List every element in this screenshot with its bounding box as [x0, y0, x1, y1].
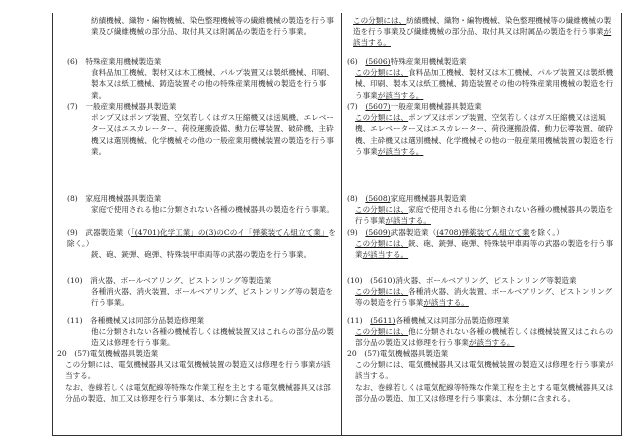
- left-item-10-body: 各種消火器、消火装置、ボールベアリング、ピストンリング等の製造を行う事業。: [91, 287, 333, 308]
- left-item-11-body: 他に分類されない各種の機械若しくは機械装置又はこれらの部分品の製造又は修理を行う事業。: [91, 327, 334, 348]
- left-section-20: [57, 348, 337, 404]
- left-item-8: [57, 193, 337, 215]
- left-item-7-body: ポンプ又はポンプ装置、空気若しくはガス圧縮機又は送風機、エレベーター又はエスカレーター、荷役運搬設備、動力伝導装置、破砕機、主砕機又は選別機械、化学機械その他の一般産業用機械装置の製造を行う事業。: [91, 113, 334, 156]
- column-divider: [341, 13, 342, 435]
- right-item-9: [347, 227, 615, 261]
- left-item-10: [57, 275, 337, 309]
- left-item-6-body: 食料品加工機械、製材又は木工機械、パルプ装置又は製紙機械、印刷、製本又は紙工機械、鋳造装置その他の特殊産業用機械の製造を行う事業。: [91, 68, 334, 100]
- right-item-6: [347, 56, 615, 101]
- left-section-20-body1: この分類には、電気機械器具又は電気機械装置の製造又は修理を行う事業が該当する。: [65, 360, 331, 381]
- left-section-20-body2: なお、巻線若しくは電気配線等特殊な作業工程を主とする電気機械器具又は部分品の製造、加工又は修理を行う事業は、本分類に含まれる。: [65, 382, 331, 403]
- left-item-11: [57, 315, 337, 349]
- right-item-9-body: この分類には、銃、砲、銃弾、砲弾、特殊装甲車両等の武器の製造を行う事業が該当する。: [355, 239, 614, 260]
- right-item-10: [347, 275, 615, 309]
- right-item-11-body: この分類には、他に分類されない各種の機械若しくは機械装置又はこれらの部分品の製造又は修理を行う事業が該当する。: [355, 327, 614, 348]
- right-item-10-body: この分類には、各種消火器、消火装置、ボールベアリング、ピストンリング等の製造を行う事業が該当する。: [355, 287, 613, 308]
- right-item-6-body: この分類には、食料品加工機械、製材又は木工機械、パルプ装置又は製紙機械、印刷、製本又は紙工機械、鋳造装置その他の特殊産業用機械の製造を行う事業が該当する。: [355, 68, 614, 100]
- right-item-9-head: (9) (5609)武器製造業（(4708)弾薬装てん組立て業を除く。）: [347, 228, 564, 237]
- comparison-table: [52, 13, 622, 436]
- left-item-9-body: 銃、砲、銃弾、砲弾、特殊装甲車両等の武器の製造を行う事業。: [91, 250, 312, 260]
- right-section-20: [347, 348, 615, 404]
- right-item-7-head: (7) (5607)一般産業用機械器具製造業: [347, 102, 482, 111]
- left-item-8-head: (8) 家庭用機械器具製造業: [67, 194, 162, 203]
- left-top-cont: 紡績機械、織物・編物機械、染色整理機械等の繊維機械の製造を行う事業及び繊維機械の部分品、取付具又は附属品の製造を行う事業。: [91, 16, 334, 37]
- right-item-10-head: (10) (5610)消火器、ボールベアリング、ピストンリング等製造業: [347, 276, 577, 285]
- right-item-8-body: この分類には、家庭で使用される他に分類されない各種の機械器具の製造を行う事業が該当する。: [355, 205, 614, 226]
- left-section-20-head: 20 (57)電気機械器具製造業: [57, 349, 159, 358]
- right-section-20-head: 20 (57)電気機械器具製造業: [347, 349, 449, 358]
- right-item-8-head: (8) (5608)家庭用機械器具製造業: [347, 194, 467, 203]
- right-section-20-body2: なお、巻線若しくは電気配線等特殊な作業工程を主とする電気機械器具又は部分品の製造、加工又は修理を行う事業は、本分類に含まれる。: [355, 382, 614, 403]
- right-section-20-body1: この分類には、電気機械器具又は電気機械装置の製造又は修理を行う事業が該当する。: [355, 360, 614, 381]
- left-item-7-head: (7) 一般産業用機械器具製造業: [67, 102, 177, 111]
- right-item-11-head: (11) (5611)各種機械又は同部分品製造修理業: [347, 316, 510, 325]
- right-item-11: [347, 315, 615, 349]
- left-item-11-head: (11) 各種機械又は同部分品製造修理業: [67, 316, 205, 325]
- right-item-6-head: (6) (5606)特殊産業用機械製造業: [347, 57, 467, 66]
- left-item-9-head: (9) 武器製造業（「(4701)化学工業」の(3)のCのイ「弾薬装てん組立て業」を除く。）: [67, 228, 336, 249]
- right-item-7-body: この分類には、ポンプ又はポンプ装置、空気若しくはガス圧縮機又は送風機、エレベーター又はエスカレーター、荷役運搬設備、動力伝導装置、破砕機、主砕機又は選別機械、化学機械その他の一般産業用機械装置の製造を行う事業が該当する。: [355, 113, 614, 156]
- right-top-cont: この分類には、紡績機械、織物・編物機械、染色整理機械等の繊維機械の製造を行う事業及び繊維機械の部分品、取付具又は附属品の製造を行う事業が該当する。: [353, 16, 612, 48]
- left-item-8-body: 家庭で使用される他に分類されない各種の機械器具の製造を行う事業。: [91, 205, 334, 215]
- left-item-6: [57, 56, 337, 101]
- right-item-8: [347, 193, 615, 227]
- left-item-9: [57, 227, 337, 261]
- left-item-7: [57, 101, 337, 157]
- left-item-10-head: (10) 消火器、ボールベアリング、ピストンリング等製造業: [67, 276, 272, 285]
- left-item-6-head: (6) 特殊産業用機械製造業: [67, 57, 162, 66]
- right-item-7: [347, 101, 615, 157]
